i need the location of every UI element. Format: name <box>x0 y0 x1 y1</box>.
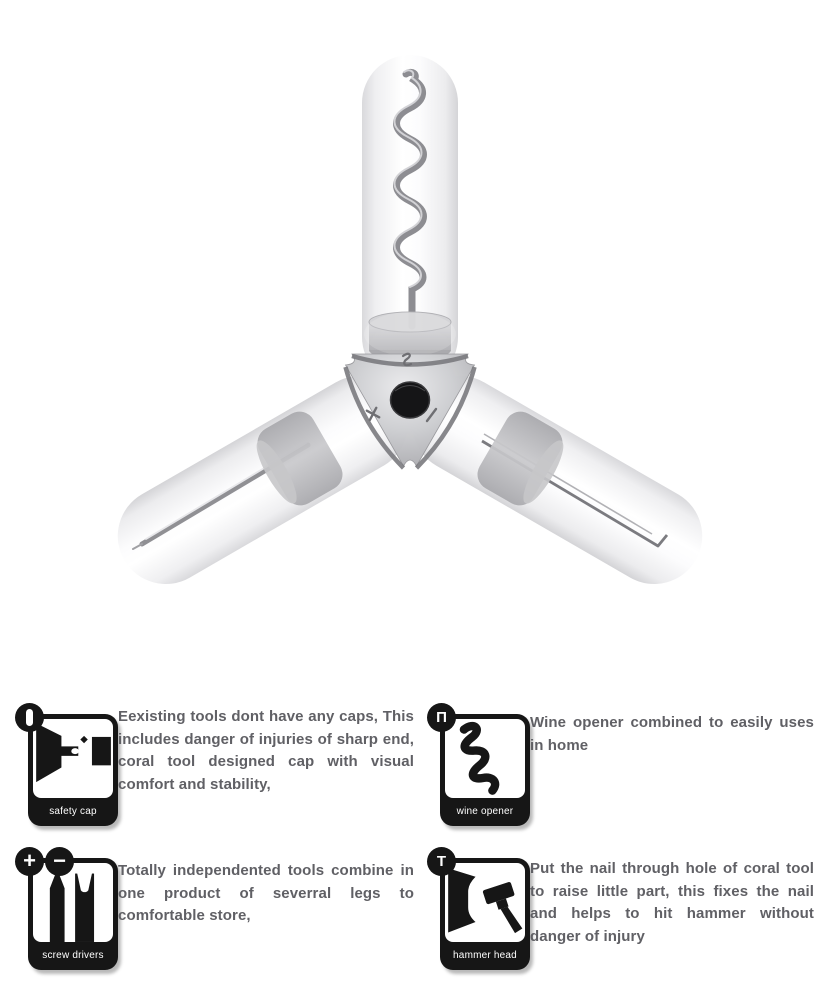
feature-text-wine-opener: Wine opener combined to easily uses in home <box>530 714 814 754</box>
hammer-head-icon <box>445 863 525 942</box>
feature-label: screw drivers <box>42 950 104 961</box>
wine-opener-icon <box>445 719 525 798</box>
feature-icon-hammer-head <box>436 853 530 970</box>
corkscrew-badge-icon: Π <box>427 703 456 732</box>
feature-text-hammer-head: Put the nail through hole of coral tool to raise little part, this fixes the nail and helps to hit hammer without danger of injury <box>530 860 814 945</box>
feature-icon-screw-drivers <box>23 848 118 970</box>
feature-icon-wine-opener <box>436 709 530 826</box>
screw-drivers-icon <box>33 863 113 942</box>
plus-badge-icon: + <box>15 847 44 876</box>
feature-label: hammer head <box>453 950 517 961</box>
feature-text-screw-drivers: Totally independented tools combine in one product of severral legs to comfortable store, <box>118 862 414 924</box>
safety-cap-icon <box>33 719 113 798</box>
product-render <box>100 20 720 620</box>
feature-label: safety cap <box>49 806 97 817</box>
minus-badge-icon: − <box>45 847 74 876</box>
hammer-badge-icon: T <box>427 847 456 876</box>
feature-label: wine opener <box>456 806 514 817</box>
coral-tool-image <box>100 20 720 620</box>
feature-text-safety-cap: Eexisting tools dont have any caps, This includes danger of injuries of sharp end, coral tool designed cap with visual comfort and stability, <box>118 708 414 793</box>
feature-icon-safety-cap <box>28 714 118 826</box>
pin-badge-icon <box>15 703 44 732</box>
